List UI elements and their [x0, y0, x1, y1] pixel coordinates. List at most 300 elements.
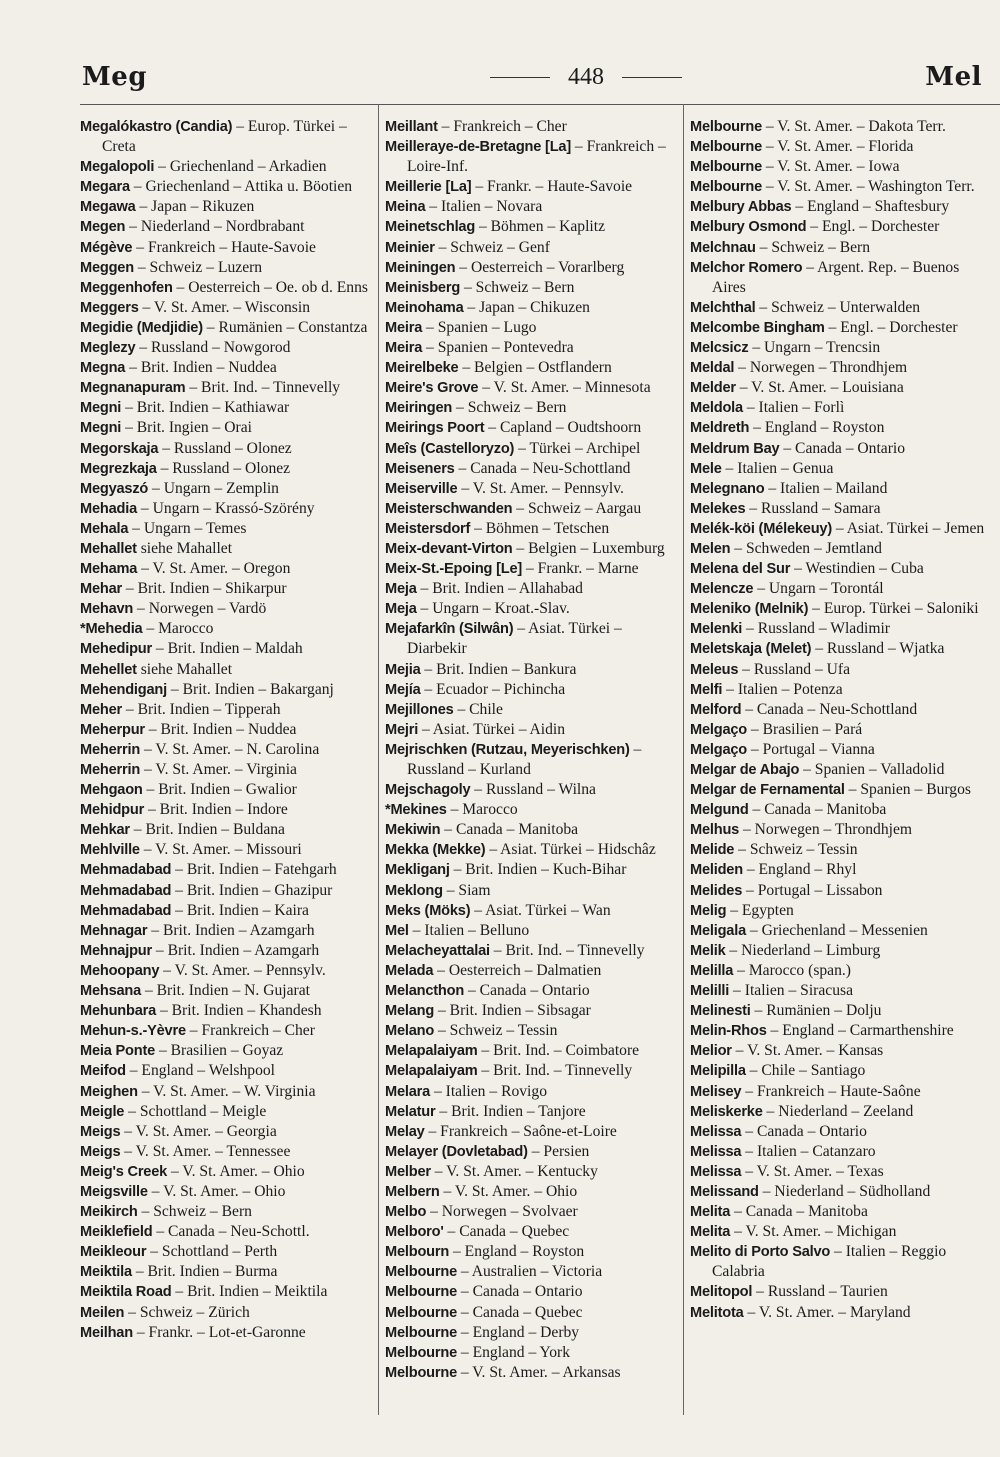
entry-location: – Russland – Ufa [738, 660, 851, 678]
gazetteer-entry [80, 579, 378, 599]
gazetteer-entry [80, 941, 378, 961]
entry-place-name: Megalopoli [80, 159, 155, 176]
gazetteer-entry [385, 941, 683, 961]
gazetteer-entry [690, 881, 988, 901]
entry-place-name: Meherpur [80, 721, 145, 738]
gazetteer-entry [80, 1021, 378, 1041]
gazetteer-entry [385, 1303, 683, 1323]
entry-place-name: Meina [385, 199, 426, 216]
gazetteer-entry [80, 358, 378, 378]
gazetteer-entry [385, 599, 683, 619]
entry-place-name: Meigle [80, 1103, 125, 1120]
entry-location: – Frankreich – Haute-Saône [741, 1082, 921, 1100]
entry-place-name: Melgaço [690, 741, 747, 758]
entry-location: – Italien – Reggio Calabria [712, 1243, 947, 1281]
gazetteer-entry [385, 177, 683, 197]
entry-location: – Canada – Ontario [464, 982, 590, 1000]
entry-location: – England – Shaftesbury [791, 198, 950, 216]
entry-place-name: Meinier [385, 239, 435, 256]
entry-place-name: Megara [80, 179, 130, 196]
gazetteer-entry [690, 378, 988, 398]
gazetteer-entry [385, 137, 683, 177]
entry-place-name: Meillerie [La] [385, 179, 472, 196]
entry-place-name: Meinisberg [385, 279, 461, 296]
entry-location: – Argent. Rep. – Buenos Aires [712, 258, 960, 296]
gazetteer-entry [385, 117, 683, 137]
gazetteer-entry [80, 519, 378, 539]
entry-location: – Russland – Wilna [470, 781, 596, 799]
gazetteer-entry [385, 459, 683, 479]
entry-location: – Russland – Nowgorod [135, 339, 291, 357]
entry-location: – Westindien – Cuba [790, 560, 924, 578]
gazetteer-entry [690, 700, 988, 720]
entry-place-name: Mehunbara [80, 1003, 157, 1020]
gazetteer-entry [80, 157, 378, 177]
entry-place-name: Melapalaiyam [385, 1043, 478, 1060]
gazetteer-entry [690, 238, 988, 258]
entry-location: – Italien – Rovigo [430, 1082, 547, 1100]
entry-location: – V. St. Amer. – Pennsylv. [457, 479, 624, 497]
gazetteer-entry [690, 398, 988, 418]
entry-location: – V. St. Amer. – Arkansas [456, 1363, 621, 1381]
entry-place-name: Melenki [690, 621, 743, 638]
entry-location: – Italien – Belluno [408, 921, 530, 939]
entry-place-name: Mehsana [80, 983, 142, 1000]
entry-location: – Italien – Forlì [742, 399, 845, 417]
entry-location: – Brit. Indien – Buldana [129, 821, 285, 839]
gazetteer-entry [385, 1041, 683, 1061]
entry-location: – Brit. Indien – N. Gujarat [141, 982, 310, 1000]
entry-location: – Frankreich – Haute-Savoie [132, 238, 316, 256]
entry-place-name: Melissa [690, 1143, 742, 1160]
entry-place-name: Melgar de Fernamental [690, 782, 845, 799]
gazetteer-entry [385, 1363, 683, 1383]
gazetteer-entry [80, 539, 378, 559]
entry-location: – Ecuador – Pichincha [420, 680, 566, 698]
gazetteer-entry [385, 1202, 683, 1222]
entry-location: – Norwegen – Throndhjem [734, 359, 908, 377]
entry-place-name: Melbourne [385, 1324, 457, 1341]
gazetteer-entry [690, 901, 988, 921]
gazetteer-entry [690, 599, 988, 619]
gazetteer-entry [80, 740, 378, 760]
entry-place-name: Mejrischken (Rutzau, Meyerischken) [385, 741, 630, 758]
entry-location: – Spanien – Lugo [422, 318, 537, 336]
gazetteer-entry [690, 177, 988, 197]
gazetteer-entry [385, 1242, 683, 1262]
gazetteer-entry [80, 921, 378, 941]
entry-location: – Brit. Indien – Indore [144, 801, 288, 819]
entry-place-name: Melapalaiyam [385, 1063, 478, 1080]
entry-location: – Ungarn – Temes [128, 519, 247, 537]
entry-place-name: Meix-devant-Virton [385, 540, 513, 557]
entry-place-name: Meilen [80, 1304, 125, 1321]
entry-location: – V. St. Amer. – Dakota Terr. [761, 118, 946, 135]
gazetteer-entry [80, 780, 378, 800]
entry-place-name: Megawa [80, 199, 136, 216]
entry-location: – Norwegen – Svolvaer [426, 1203, 578, 1221]
gazetteer-entry [385, 479, 683, 499]
gazetteer-entry [690, 338, 988, 358]
entry-place-name: Melchor Romero [690, 259, 803, 276]
entry-location: – Belgien – Luxemburg [512, 539, 665, 557]
entry-place-name: Melchthal [690, 299, 756, 316]
entry-location: – Rumänien – Constantza [202, 318, 368, 336]
gazetteer-entry [385, 278, 683, 298]
entry-location: – Canada – Manitoba [440, 821, 579, 839]
gazetteer-entry [690, 519, 988, 539]
entry-place-name: Mehallet [80, 540, 137, 557]
entry-place-name: Meletskaja (Melet) [690, 641, 812, 658]
entry-location: – Japan – Chikuzen [463, 298, 590, 316]
gazetteer-entry [690, 459, 988, 479]
entry-place-name: Mehmadabad [80, 902, 172, 919]
entry-location: – V. St. Amer. – Michigan [730, 1223, 897, 1241]
entry-place-name: Melgaço [690, 721, 747, 738]
entry-place-name: *Mekines [385, 802, 447, 819]
gazetteer-entry [80, 318, 378, 338]
entry-location: – Belgien – Ostflandern [458, 359, 612, 377]
entry-location: siehe Mahallet [136, 660, 233, 678]
entry-location: – V. St. Amer. – Oregon [137, 560, 291, 578]
entry-place-name: Mel [385, 922, 409, 939]
entry-place-name: Megni [80, 400, 122, 417]
gazetteer-entry [385, 1082, 683, 1102]
entry-place-name: Melbourne [385, 1344, 457, 1361]
entry-place-name: Melin-Rhos [690, 1023, 767, 1040]
entry-place-name: Meggenhofen [80, 279, 173, 296]
gazetteer-entry [80, 901, 378, 921]
entry-location: – Canada – Neu-Schottland [454, 459, 631, 477]
gazetteer-entry [80, 800, 378, 820]
entry-place-name: Meix-St.-Epoing [Le] [385, 561, 523, 578]
gazetteer-entry [690, 157, 988, 177]
entry-place-name: Mekliganj [385, 862, 450, 879]
gazetteer-entry [80, 298, 378, 318]
gazetteer-entry [80, 1323, 378, 1343]
entry-place-name: Meiningen [385, 259, 456, 276]
header-rule-right [622, 77, 682, 78]
entry-location: – Ungarn – Torontál [753, 580, 884, 598]
gazetteer-entry [80, 981, 378, 1001]
gazetteer-entry [690, 298, 988, 318]
gazetteer-entry [690, 860, 988, 880]
entry-place-name: Meggers [80, 299, 139, 316]
entry-location: – Marocco (span.) [733, 961, 851, 979]
entry-location: – Brit. Indien – Bankura [420, 660, 577, 678]
entry-location: – Brit. Indien – Khandesh [156, 1002, 322, 1020]
gazetteer-entry [80, 860, 378, 880]
entry-location: – Böhmen – Kaplitz [475, 218, 605, 236]
entry-location: – Asiat. Türkei – Wan [470, 901, 611, 919]
entry-location: – Niederland – Südholland [758, 1182, 931, 1200]
entry-location: – Türkei – Archipel [514, 439, 641, 457]
entry-location: – Canada – Manitoba [748, 801, 887, 819]
entry-location: – Brasilien – Pará [747, 720, 863, 738]
column-3 [690, 117, 988, 1323]
page-number-block [490, 64, 682, 91]
entry-place-name: Meighen [80, 1083, 138, 1100]
entry-place-name: Mele [690, 460, 722, 477]
gazetteer-entry [385, 660, 683, 680]
entry-place-name: Mégève [80, 239, 133, 256]
entry-place-name: Melissand [690, 1183, 759, 1200]
entry-location: – Oesterreich – Vorarlberg [455, 258, 625, 276]
gazetteer-entry [80, 1282, 378, 1302]
entry-place-name: Mehadia [80, 500, 137, 517]
gazetteer-entry [690, 1303, 988, 1323]
entry-place-name: Melencze [690, 581, 754, 598]
gazetteer-entry [690, 760, 988, 780]
gazetteer-entry [385, 378, 683, 398]
entry-place-name: Meikleour [80, 1244, 147, 1261]
entry-location: – Schweiz – Tessin [434, 1022, 558, 1040]
entry-place-name: Meisterschwanden [385, 500, 513, 517]
entry-place-name: Mehendiganj [80, 681, 167, 698]
entry-place-name: Meîs (Castelloryzo) [385, 440, 515, 457]
gazetteer-entry [690, 660, 988, 680]
entry-location: – Japan – Rikuzen [135, 198, 255, 216]
entry-place-name: Melada [385, 962, 434, 979]
gazetteer-entry [80, 1303, 378, 1323]
entry-place-name: Mekiwin [385, 822, 441, 839]
entry-place-name: Mehnagar [80, 922, 148, 939]
entry-location: – V. St. Amer. – Ohio [147, 1182, 286, 1200]
entry-location: – Chile [453, 700, 503, 718]
entry-place-name: Meldrum Bay [690, 440, 780, 457]
entry-location: – Canada – Quebec [456, 1303, 583, 1321]
entry-location: – V. St. Amer. – Iowa [761, 158, 900, 176]
gazetteer-entry [690, 981, 988, 1001]
entry-place-name: Megrezkaja [80, 460, 157, 477]
entry-place-name: Melatur [385, 1103, 436, 1120]
entry-location: – Spanien – Pontevedra [422, 339, 574, 357]
entry-place-name: Meinetschlag [385, 219, 476, 236]
entry-location: – V. St. Amer. – Pennsylv. [159, 961, 326, 979]
entry-location: – Brit. Indien – Kaira [171, 901, 309, 919]
entry-place-name: Melissa [690, 1163, 742, 1180]
entry-location: – Russland – Olonez [158, 439, 292, 457]
entry-location: – Brit. Ind. – Tinnevelly [489, 941, 645, 959]
gazetteer-entry [385, 780, 683, 800]
entry-location: – Ungarn – Trencsin [748, 339, 881, 357]
entry-location: – V. St. Amer. – Texas [741, 1162, 884, 1180]
entry-place-name: Meiseners [385, 460, 455, 477]
entry-location: – V. St. Amer. – Kansas [731, 1042, 884, 1060]
gazetteer-entry [690, 1001, 988, 1021]
gazetteer-entry [690, 117, 988, 137]
gazetteer-entry [690, 720, 988, 740]
entry-location: – Spanien – Valladolid [799, 761, 945, 778]
entry-location: – Niederland – Nordbrabant [125, 218, 305, 236]
entry-location: – Frankr. – Haute-Savoie [471, 178, 633, 196]
gazetteer-entry [385, 740, 683, 780]
gazetteer-entry [80, 278, 378, 298]
entry-location: – Brit. Indien – Azamgarh [147, 921, 315, 939]
entry-place-name: Mejía [385, 681, 421, 698]
entry-location: – Italien – Catanzaro [741, 1142, 876, 1160]
entry-location: – V. St. Amer. – Washington Terr. [761, 178, 975, 196]
gazetteer-entry [385, 539, 683, 559]
gazetteer-entry [80, 700, 378, 720]
entry-location: – Italien – Genua [721, 459, 834, 477]
gazetteer-entry [385, 499, 683, 519]
entry-place-name: Meiserville [385, 480, 458, 497]
entry-place-name: Meggen [80, 259, 134, 276]
entry-place-name: Melara [385, 1083, 431, 1100]
entry-place-name: Meirelbeke [385, 360, 459, 377]
entry-place-name: Mehama [80, 561, 138, 578]
gazetteer-entry [690, 137, 988, 157]
entry-place-name: Melitopol [690, 1284, 753, 1301]
entry-place-name: Melena del Sur [690, 561, 791, 578]
entry-location: – Schweiz – Unterwalden [755, 298, 921, 316]
gazetteer-entry [385, 1122, 683, 1142]
entry-location: – V. St. Amer. – Minnesota [478, 379, 651, 397]
entry-place-name: Melior [690, 1043, 732, 1060]
gazetteer-entry [80, 1242, 378, 1262]
gazetteer-entry [80, 1061, 378, 1081]
entry-location: – Russland – Wladimir [742, 620, 890, 638]
entry-location: – Schweiz – Aargau [512, 499, 642, 517]
entry-place-name: Melipilla [690, 1063, 746, 1080]
entry-place-name: Melita [690, 1224, 731, 1241]
entry-place-name: Melita [690, 1204, 731, 1221]
gazetteer-entry [385, 700, 683, 720]
entry-location: – Oesterreich – Dalmatien [433, 961, 602, 979]
entry-location: – Italien – Mailand [764, 479, 888, 497]
entry-location: – V. St. Amer. – Ohio [167, 1162, 305, 1180]
gazetteer-entry [385, 1182, 683, 1202]
column-divider-2 [683, 104, 684, 1415]
entry-place-name: Meinohama [385, 299, 464, 316]
gazetteer-entry [80, 499, 378, 519]
entry-place-name: Melbourne [690, 119, 762, 135]
gazetteer-entry [385, 921, 683, 941]
entry-place-name: Melhus [690, 822, 740, 839]
entry-place-name: Melitota [690, 1304, 744, 1321]
entry-place-name: Meillant [385, 119, 438, 135]
entry-location: – Brit. Indien – Kathiawar [121, 399, 290, 417]
entry-location: – Brit. Ingien – Orai [121, 419, 252, 437]
entry-location: – Brit. Indien – Shikarpur [121, 580, 287, 598]
gazetteer-entry [690, 358, 988, 378]
gazetteer-entry [385, 981, 683, 1001]
gazetteer-entry [385, 439, 683, 459]
gazetteer-entry [690, 619, 988, 639]
entry-location: – Brit. Indien – Ghazipur [171, 881, 333, 899]
entry-place-name: Mehedipur [80, 641, 152, 658]
gazetteer-entry [385, 1162, 683, 1182]
entry-place-name: Meira [385, 340, 423, 357]
gazetteer-entry [690, 780, 988, 800]
gazetteer-entry [690, 197, 988, 217]
entry-place-name: Melbury Osmond [690, 219, 807, 236]
entry-place-name: Melford [690, 701, 742, 718]
entry-location: – Schweiz – Tessin [734, 841, 858, 859]
entry-place-name: Meherrin [80, 741, 141, 758]
gazetteer-entry [690, 1021, 988, 1041]
entry-location: – England – York [456, 1343, 571, 1361]
entry-place-name: Meiringen [385, 400, 453, 417]
entry-place-name: Mehmadabad [80, 882, 172, 899]
entry-place-name: Meig's Creek [80, 1163, 168, 1180]
entry-place-name: Melissa [690, 1123, 742, 1140]
entry-place-name: Meherrin [80, 762, 141, 778]
gazetteer-entry [690, 1142, 988, 1162]
entry-location: – Rumänien – Dolju [750, 1002, 882, 1020]
gazetteer-entry [385, 197, 683, 217]
gazetteer-entry [80, 258, 378, 278]
gazetteer-entry [385, 398, 683, 418]
entry-location: – England – Royston [749, 419, 885, 437]
entry-place-name: Melides [690, 882, 743, 899]
entry-place-name: Mehnajpur [80, 942, 152, 959]
gazetteer-entry [80, 760, 378, 780]
entry-location: – Marocco [142, 620, 214, 638]
entry-place-name: Meikirch [80, 1204, 138, 1221]
gazetteer-entry [80, 1222, 378, 1242]
gazetteer-entry [385, 901, 683, 921]
entry-place-name: Meks (Möks) [385, 902, 471, 919]
gazetteer-entry [690, 1202, 988, 1222]
entry-location: – V. St. Amer. – Tennessee [120, 1142, 291, 1160]
entry-location: – Schweiz – Zürich [124, 1303, 250, 1321]
entry-location: – Marocco [446, 801, 518, 819]
entry-place-name: Melayer (Dovletabad) [385, 1143, 528, 1160]
entry-location: – Italien – Potenza [722, 680, 843, 698]
gazetteer-entry [690, 961, 988, 981]
gazetteer-entry [690, 258, 988, 298]
entry-location: – Schweiz – Bern [137, 1203, 252, 1221]
entry-place-name: Melbourn [385, 1244, 450, 1261]
entry-place-name: Mehar [80, 581, 122, 598]
entry-place-name: Melay [385, 1123, 425, 1140]
gazetteer-entry [690, 559, 988, 579]
entry-place-name: Mehgaon [80, 782, 143, 799]
entry-place-name: Meliden [690, 862, 743, 879]
entry-location: – V. St. Amer. – Missouri [139, 841, 302, 859]
gazetteer-entry [80, 881, 378, 901]
gazetteer-entry [690, 1082, 988, 1102]
gazetteer-entry [80, 599, 378, 619]
entry-location: – Engl. – Dorchester [824, 318, 958, 336]
entry-location: – Brit. Indien – Kuch-Bihar [449, 861, 627, 879]
entry-location: – Asiat. Türkei – Hidschâz [485, 841, 656, 859]
gazetteer-entry [690, 479, 988, 499]
entry-place-name: Mehun-s.-Yèvre [80, 1023, 186, 1040]
gazetteer-entry [385, 1282, 683, 1302]
entry-location: – Brasilien – Goyaz [155, 1042, 284, 1060]
entry-location: – Schweiz – Bern [452, 399, 567, 417]
gazetteer-entry [385, 619, 683, 659]
entry-place-name: Mehala [80, 520, 129, 537]
entry-place-name: Mehlville [80, 842, 140, 859]
gazetteer-entry [385, 238, 683, 258]
entry-location: – V. St. Amer. – Ohio [439, 1182, 578, 1200]
gazetteer-entry [80, 177, 378, 197]
gazetteer-entry [385, 1001, 683, 1021]
gazetteer-entry [690, 217, 988, 237]
gazetteer-entry [385, 1102, 683, 1122]
gazetteer-entry [690, 740, 988, 760]
entry-location: – Ungarn – Kroat.-Slav. [416, 600, 570, 618]
entry-location: – Australien – Victoria [456, 1263, 603, 1281]
entry-place-name: Meglezy [80, 340, 136, 357]
page-number: 448 [568, 64, 604, 90]
entry-location: – Ungarn – Krassó-Szörény [137, 499, 315, 517]
gazetteer-entry [80, 1102, 378, 1122]
